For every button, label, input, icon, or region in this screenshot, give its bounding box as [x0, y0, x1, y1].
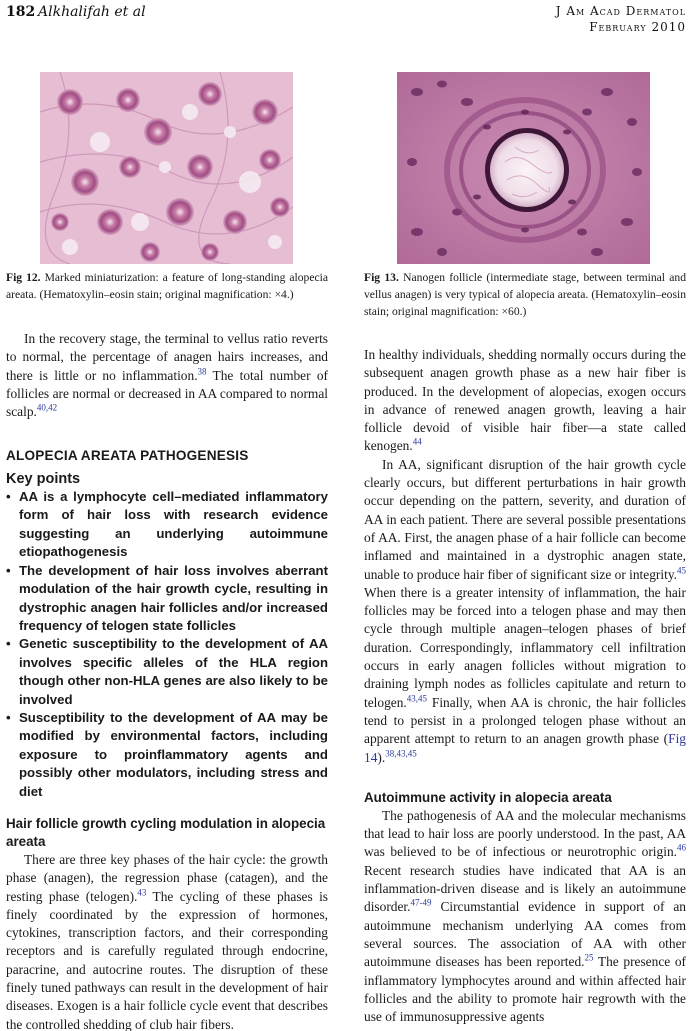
body-paragraph: In AA, significant disruption of the hair growth cycle clearly occurs, but different perturbations in hair growth occur depending on the pattern, severity, and duration of AA in each patient. There are several possible presentations of AA. First, the anagen phase of a hair follicle can become inflamed and maintained in a dystrophic anagen state, unable to produce hair fiber of significant size or integrity.$^{45}$ When there is a greater intensity of inflammation, the hair follicles may be forced into a telogen phase and may then cycle through multiple anagen–telogen phases of brief duration. Correspondingly, inflammatory cell infiltration occurs in early anagen follicles without migration to draining lymph nodes as follicles capitulate and return to telogen.$^{43,45}$ Finally, when AA is chronic, the hair follicles tend to persist in a prolonged telogen phase without an apparent attempt to return to an anagen growth phase (Fig 14).$^{38,43,45}$	[364, 456, 686, 765]
right-column	[364, 346, 686, 1026]
page-number: 182	[6, 4, 36, 20]
citation[interactable]: 47-49	[410, 897, 432, 908]
subsection-title: Autoimmune activity in alopecia areata	[364, 789, 612, 805]
citation[interactable]: 38	[197, 366, 207, 377]
figure-12-caption-text: Marked miniaturization: a feature of long-standing alopecia areata. (Hematoxylin–eosin stain; original magnification: ×4.)	[6, 271, 329, 301]
key-points-title: Key points	[6, 470, 81, 487]
issue-date: February 2010	[589, 20, 686, 34]
left-column	[6, 330, 328, 1031]
figure-12-label: Fig 12.	[6, 271, 41, 284]
subsection-title: Hair follicle growth cycling modulation in alopecia areata	[6, 815, 326, 849]
citation[interactable]: 46	[677, 842, 686, 853]
figure-14-link[interactable]: Fig 14	[364, 731, 686, 765]
citation[interactable]: 44	[412, 437, 422, 448]
journal-name: J Am Acad Dermatol	[555, 4, 686, 18]
key-point: • Susceptibility to the development of AA may be modified by environmental factors, including exposure to proinflammatory agents and possibly other modulators, including stress and diet	[6, 709, 328, 801]
figure-12-caption	[6, 270, 328, 304]
figure-13-caption	[364, 270, 686, 320]
key-point: • AA is a lymphocyte cell–mediated inflammatory form of hair loss with research evidence suggesting an underlying autoimmune etiopathogenesis	[6, 488, 328, 562]
running-authors: Alkhalifah et al	[38, 4, 146, 20]
body-paragraph: There are three key phases of the hair cycle: the growth phase (anagen), the regression phase (catagen), and the resting phase (telogen).$^{43}$ The cycling of these phases is finely coordinated by the expression of hormones, cytokines, transcription factors, and their corresponding receptors and is carefully regulated through endocrine, paracrine, and autocrine routes. The disruption of these finely tuned pathways can result in the development of hair diseases. Exogen is a hair follicle cycle event that describes the controlled shedding of club hair fibers.	[6, 851, 328, 1031]
citation[interactable]: 43,45	[406, 693, 428, 704]
citation[interactable]: 25	[584, 952, 594, 963]
key-point: • The development of hair loss involves aberrant modulation of the hair growth cycle, resulting in dystrophic anagen hair follicles and/or increased frequency of telogen state follicles	[6, 562, 328, 636]
running-header	[0, 0, 700, 40]
section-title: ALOPECIA AREATA PATHOGENESIS	[6, 448, 249, 464]
citation[interactable]: 45	[677, 565, 686, 576]
citation[interactable]: 38,43,45	[385, 748, 417, 759]
figure-13-label: Fig 13.	[364, 271, 399, 284]
key-point: • Genetic susceptibility to the development of AA involves specific alleles of the HLA region though other non-HLA genes are also likely to be involved	[6, 635, 328, 709]
figure-13-caption-text: Nanogen follicle (intermediate stage, between terminal and vellus anagen) is very typical of alopecia areata. (Hematoxylin–eosin stain; original magnification: ×60.)	[364, 271, 686, 318]
figure-12-image	[40, 72, 293, 264]
key-points-list	[6, 488, 328, 801]
body-paragraph: In the recovery stage, the terminal to vellus ratio reverts to normal, the percentage of anagen hairs increases, and there is little or no inflammation.$^{38}$ The total number of follicles are normal or decreased in AA compared to normal scalp.$^{40,42}$	[6, 331, 328, 420]
body-paragraph: The pathogenesis of AA and the molecular mechanisms that lead to hair loss are poorly understood. In the past, AA was believed to be of infectious or neurotrophic origin.$^{46}$ Recent research studies have indicated that AA is an inflammation-driven disease and is likely an autoimmune disorder.$^{47-49}$ Circumstantial evidence in support of an autoimmune mechanism underlying AA comes from several sources. The association of AA with other autoimmune diseases has been reported.$^{25}$ The presence of inflammatory lymphocytes around and within affected hair follicles and the ability to promote hair regrowth with the use of immunosuppressive agents	[364, 807, 687, 1025]
figure-13-image	[397, 72, 650, 264]
citation[interactable]: 43	[137, 887, 147, 898]
citation[interactable]: 40,42	[36, 402, 58, 413]
body-paragraph: In healthy individuals, shedding normally occurs during the subsequent anagen growth phase as a new hair fiber is produced. In the development of alopecias, exogen occurs in advance of renewed anagen growth, leaving a hair follicle devoid of visible hair fiber—a state called kenogen.$^{44}$	[364, 347, 686, 454]
